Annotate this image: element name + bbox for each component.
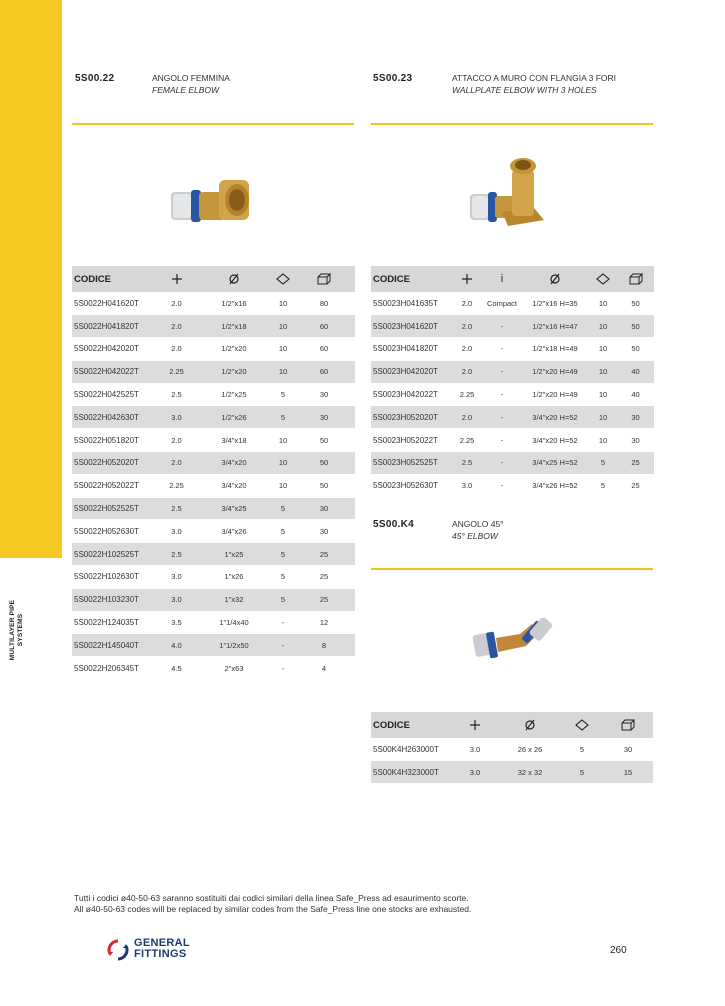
table-cell: 2.0 [451,360,483,383]
table-cell: 1/2"x18 [195,315,273,338]
product-code: 5S0022H102525T [72,543,158,566]
table-cell: - [483,315,521,338]
table-cell: 4.5 [158,657,195,680]
product-code: 5S0022H102630T [72,566,158,589]
table-row [72,566,355,589]
table-cell: 30 [617,429,654,452]
table-cell: 5 [589,474,617,497]
product-code: 5S0023H042022T [371,383,451,406]
col-header-codice: CODICE [72,266,158,292]
table-row [371,338,654,361]
table-cell: 3.0 [451,474,483,497]
table-cell: 2.25 [158,360,195,383]
thickness-icon [158,266,195,292]
table-cell: - [483,406,521,429]
product-code: 5S00K4H263000T [371,738,451,761]
table-cell: 1/2"x16 H=47 [521,315,589,338]
table-cell: 50 [293,452,355,475]
table-cell: 5 [273,497,293,520]
diameter-icon [195,266,273,292]
table-row [72,520,355,543]
table-cell: 1/2"x20 H=49 [521,383,589,406]
table-cell: 2.25 [451,383,483,406]
product-code: 5S0022H103230T [72,588,158,611]
table-cell: 1/2"x20 [195,338,273,361]
section-code-5s00k4: 5S00.K4 [373,519,415,530]
table-row [72,338,355,361]
table-cell: 10 [273,474,293,497]
table-cell: 3/4"x18 [195,429,273,452]
table-cell: 5 [589,452,617,475]
box-icon [603,712,653,738]
table-cell: 30 [293,497,355,520]
product-code: 5S0022H042630T [72,406,158,429]
table-cell: 2.0 [451,406,483,429]
product-code: 5S0023H052630T [371,474,451,497]
table-row [72,452,355,475]
table-cell: 3.0 [451,761,499,784]
product-code: 5S0023H052022T [371,429,451,452]
female-elbow-photo [165,170,265,230]
table-cell: 5 [273,588,293,611]
table-cell: - [273,634,293,657]
table-cell: 60 [293,315,355,338]
product-code: 5S0023H042020T [371,360,451,383]
elbow-45-photo [470,618,555,668]
table-cell: 30 [293,383,355,406]
table-cell: 10 [273,452,293,475]
table-cell: 40 [617,360,654,383]
table-cell: 10 [273,315,293,338]
section-divider [371,568,653,570]
table-cell: 50 [617,315,654,338]
table-cell: 2.0 [158,338,195,361]
product-code: 5S00K4H323000T [371,761,451,784]
table-cell: 1"1/2x50 [195,634,273,657]
section-code-5s0023: 5S00.23 [373,73,413,84]
table-cell: 5 [561,738,603,761]
product-code: 5S0022H052630T [72,520,158,543]
table-cell: 25 [293,543,355,566]
table-cell: 30 [293,520,355,543]
table-cell: 2.0 [158,315,195,338]
product-code: 5S0022H042525T [72,383,158,406]
table-cell: 10 [589,406,617,429]
table-5s00k4 [371,712,653,784]
table-cell: 40 [617,383,654,406]
table-cell: 5 [273,520,293,543]
table-row [72,657,355,680]
table-cell: 2.5 [158,383,195,406]
table-cell: 2.5 [158,543,195,566]
table-row [371,406,654,429]
thickness-icon [451,712,499,738]
table-cell: 30 [603,738,653,761]
table-cell: 5 [273,383,293,406]
table-row [72,429,355,452]
table-cell: 1/2"x20 H=49 [521,360,589,383]
table-cell: 1/2"x16 [195,292,273,315]
table-cell: - [273,657,293,680]
diameter-icon [521,266,589,292]
table-cell: 3.0 [158,406,195,429]
table-cell: 10 [273,338,293,361]
wallplate-elbow-photo [462,152,552,232]
table-cell: 26 x 26 [499,738,561,761]
diameter-icon [499,712,561,738]
col-header-codice: CODICE [371,266,451,292]
page-number: 260 [610,945,627,956]
table-cell: 1/2"x16 H=35 [521,292,589,315]
table-cell: 2.5 [451,452,483,475]
sidebar-label: MULTILAYER PIPE SYSTEMS [9,599,24,661]
table-cell: 12 [293,611,355,634]
table-cell: 3/4"x20 [195,474,273,497]
table-row [371,292,654,315]
table-cell: 10 [273,360,293,383]
product-code: 5S0023H041820T [371,338,451,361]
col-header-info: i [483,266,521,292]
section-divider [371,123,653,125]
table-cell: 25 [617,474,654,497]
side-color-bar [0,0,62,558]
section-title-5s0022: ANGOLO FEMMINA FEMALE ELBOW [152,73,230,95]
table-cell: 3/4"x20 H=52 [521,406,589,429]
table-row [72,292,355,315]
table-row [371,761,653,784]
table-cell: 10 [589,360,617,383]
product-code: 5S0022H052022T [72,474,158,497]
table-cell: 10 [589,315,617,338]
table-cell: 4.0 [158,634,195,657]
table-cell: 10 [589,429,617,452]
table-cell: 2.25 [451,429,483,452]
pack-icon [561,712,603,738]
table-cell: 50 [617,338,654,361]
table-cell: 30 [617,406,654,429]
product-code: 5S0022H124035T [72,611,158,634]
footnote [74,893,471,915]
table-cell: 3.0 [158,520,195,543]
table-row [72,497,355,520]
table-row [371,429,654,452]
table-row [72,543,355,566]
table-cell: 3/4"x25 H=52 [521,452,589,475]
table-cell: 10 [273,292,293,315]
table-cell: - [483,383,521,406]
table-cell: 5 [561,761,603,784]
table-cell: 30 [293,406,355,429]
table-cell: 2.0 [451,338,483,361]
pack-icon [589,266,617,292]
section-title-5s0023: ATTACCO A MURO CON FLANGIA 3 FORI WALLPLATE ELBOW WITH 3 HOLES [452,73,617,95]
table-cell: 10 [589,383,617,406]
table-cell: Compact [483,292,521,315]
table-row [72,360,355,383]
table-row [72,611,355,634]
table-row [371,315,654,338]
product-code: 5S0022H052525T [72,497,158,520]
table-row [371,360,654,383]
thickness-icon [451,266,483,292]
table-cell: 2"x63 [195,657,273,680]
table-cell: 2.5 [158,497,195,520]
product-code: 5S0022H042020T [72,338,158,361]
table-row [72,474,355,497]
table-cell: 2.0 [451,292,483,315]
table-row [72,383,355,406]
product-code: 5S0022H145040T [72,634,158,657]
table-cell: - [483,474,521,497]
table-cell: 2.0 [451,315,483,338]
table-row [72,634,355,657]
table-cell: 10 [273,429,293,452]
table-cell: 1/2"x18 H=49 [521,338,589,361]
table-row [72,588,355,611]
table-cell: 1/2"x20 [195,360,273,383]
table-cell: - [483,360,521,383]
table-cell: 25 [293,566,355,589]
table-cell: 1/2"x26 [195,406,273,429]
product-code: 5S0023H052020T [371,406,451,429]
product-code: 5S0022H041820T [72,315,158,338]
table-cell: 3/4"x26 H=52 [521,474,589,497]
table-row [72,315,355,338]
table-cell: - [273,611,293,634]
brand-name: GENERAL FITTINGS [134,937,190,960]
table-row [371,383,654,406]
product-code: 5S0022H051820T [72,429,158,452]
table-cell: 1"x25 [195,543,273,566]
product-code: 5S0023H041620T [371,315,451,338]
table-cell: 2.25 [158,474,195,497]
table-cell: - [483,452,521,475]
table-row [371,474,654,497]
table-cell: 2.0 [158,429,195,452]
table-cell: 60 [293,338,355,361]
product-code: 5S0022H041620T [72,292,158,315]
table-row [371,452,654,475]
section-divider [72,123,354,125]
table-cell: 50 [293,474,355,497]
table-cell: 60 [293,360,355,383]
table-cell: 1/2"x25 [195,383,273,406]
brand-mark-icon [106,938,130,962]
product-code: 5S0023H041635T [371,292,451,315]
table-cell: 32 x 32 [499,761,561,784]
table-cell: 5 [273,543,293,566]
table-cell: 5 [273,406,293,429]
section-code-5s0022: 5S00.22 [75,73,115,84]
table-cell: 1"x26 [195,566,273,589]
table-cell: 4 [293,657,355,680]
table-cell: - [483,429,521,452]
pack-icon [273,266,293,292]
table-cell: 3.0 [158,566,195,589]
table-cell: 50 [293,429,355,452]
table-cell: 10 [589,292,617,315]
table-row [371,738,653,761]
table-cell: 15 [603,761,653,784]
table-cell: 50 [617,292,654,315]
table-cell: 5 [273,566,293,589]
table-cell: 10 [589,338,617,361]
box-icon [617,266,654,292]
table-cell: 2.0 [158,292,195,315]
table-cell: 3.0 [158,588,195,611]
product-code: 5S0022H052020T [72,452,158,475]
product-code: 5S0022H042022T [72,360,158,383]
table-cell: 1"x32 [195,588,273,611]
table-cell: 25 [617,452,654,475]
table-5s0023 [371,266,654,498]
table-cell: 3/4"x25 [195,497,273,520]
brand-logo [106,936,216,964]
product-code: 5S0022H206345T [72,657,158,680]
table-cell: 3/4"x26 [195,520,273,543]
section-title-5s00k4: ANGOLO 45° 45° ELBOW [452,519,504,541]
table-cell: - [483,338,521,361]
product-code: 5S0023H052525T [371,452,451,475]
col-header-codice: CODICE [371,712,451,738]
table-cell: 2.0 [158,452,195,475]
footnote-it: Tutti i codici ø40-50-63 saranno sostituiti dai codici similari della linea Safe_Press ad esaurimento scorte. [74,893,469,903]
table-cell: 80 [293,292,355,315]
table-5s0022 [72,266,355,680]
footnote-en: All ø40-50-63 codes will be replaced by similar codes from the Safe_Press line one stocks are exhausted. [74,904,472,914]
table-cell: 3/4"x20 H=52 [521,429,589,452]
table-row [72,406,355,429]
table-cell: 1"1/4x40 [195,611,273,634]
table-cell: 3.0 [451,738,499,761]
box-icon [293,266,355,292]
table-cell: 25 [293,588,355,611]
table-cell: 8 [293,634,355,657]
table-cell: 3/4"x20 [195,452,273,475]
table-cell: 3.5 [158,611,195,634]
